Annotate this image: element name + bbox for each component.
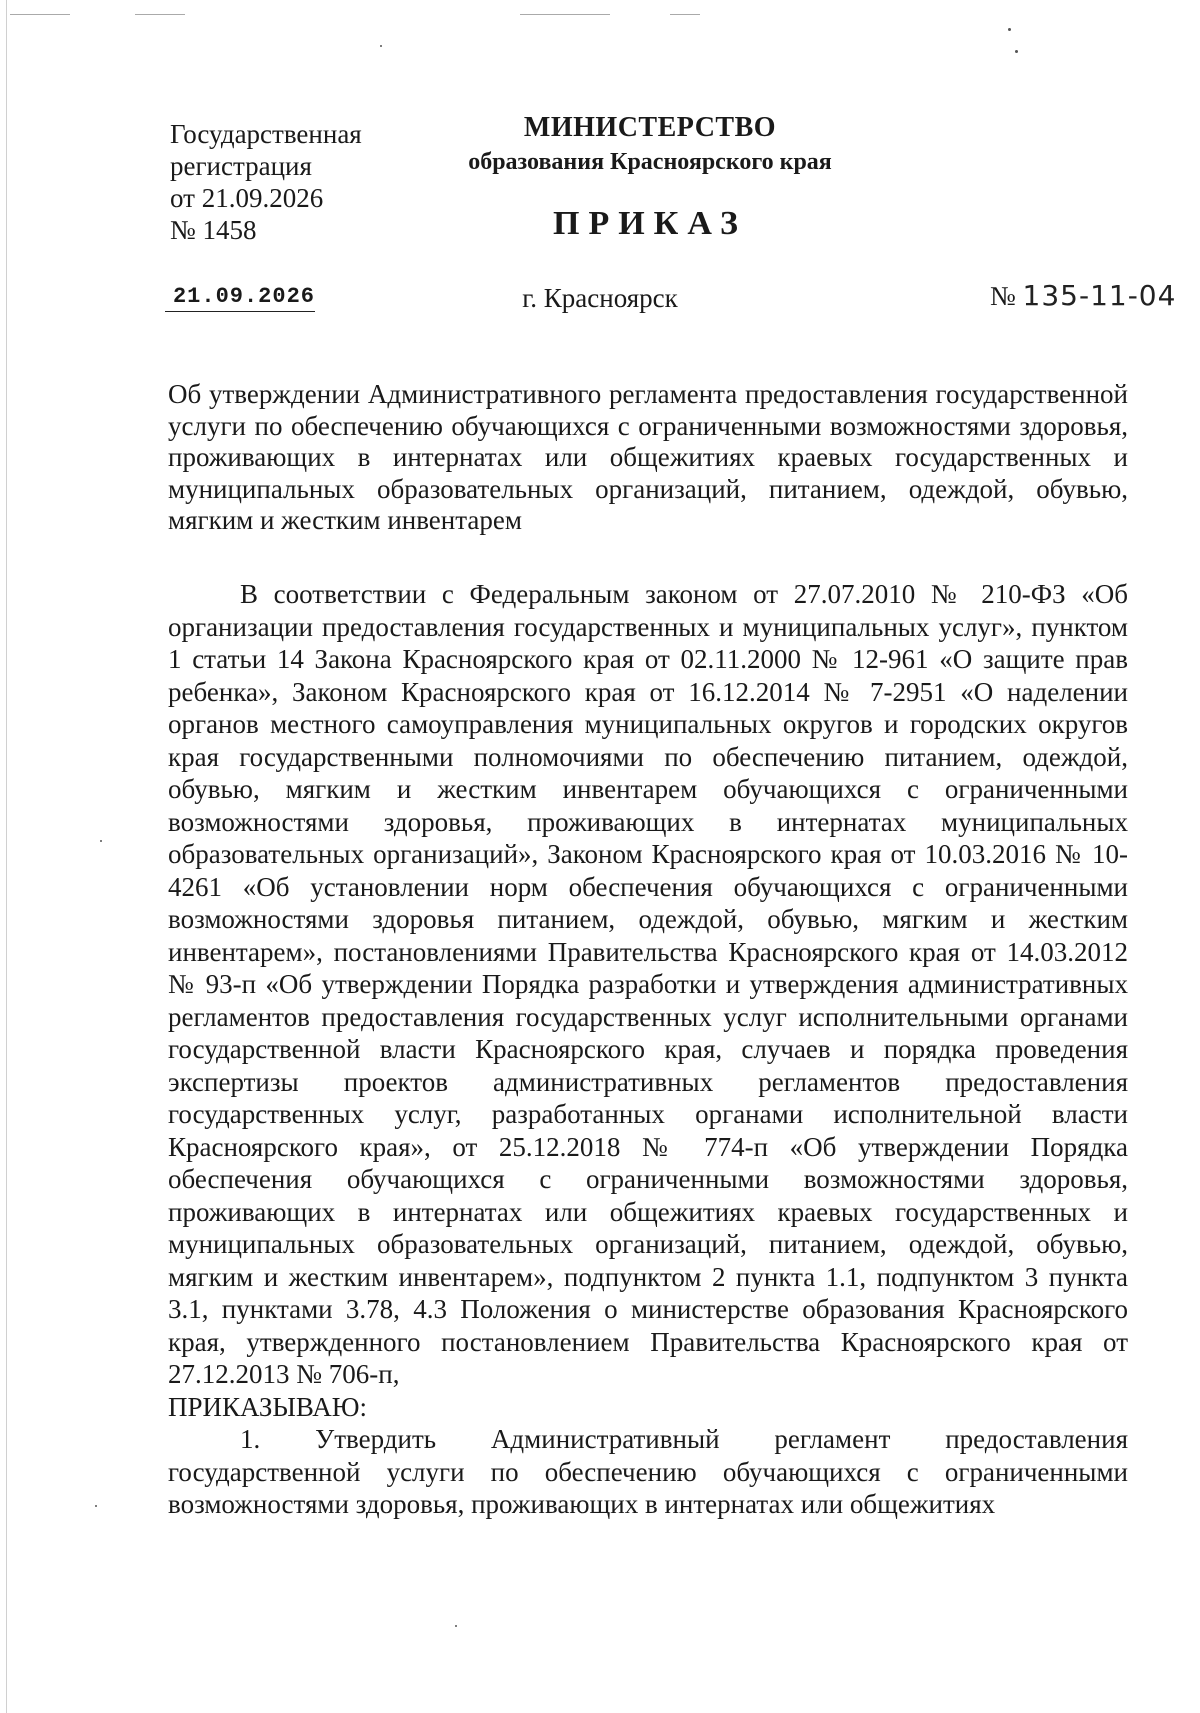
scan-edge-line bbox=[6, 0, 7, 1713]
scan-speck bbox=[1008, 28, 1011, 31]
city: г. Красноярск bbox=[522, 283, 678, 313]
scan-dash-top bbox=[670, 14, 700, 15]
scan-speck bbox=[95, 1505, 97, 1507]
order-number-handwritten: 135-11-04 bbox=[1022, 279, 1177, 312]
document-type-title: ПРИКАЗ bbox=[553, 205, 747, 242]
registration-date: от 21.09.2026 bbox=[170, 183, 324, 213]
ministry-header bbox=[380, 110, 920, 178]
order-body bbox=[168, 578, 1128, 1521]
scan-speck bbox=[455, 1625, 457, 1627]
registration-stamp bbox=[170, 118, 410, 246]
scan-speck bbox=[100, 840, 102, 842]
order-word: ПРИКАЗЫВАЮ: bbox=[168, 1391, 367, 1422]
order-item-1: 1. Утвердить Административный регламент предоставления государственной услуги по обеспечению обучающихся с ограниченными возможностями здоровья, проживающих в интернатах или общежитиях bbox=[168, 1424, 1128, 1519]
scan-dash-top bbox=[520, 14, 610, 15]
ministry-title: МИНИСТЕРСТВО bbox=[523, 112, 777, 143]
scan-dash-top bbox=[10, 14, 70, 15]
registration-number: № 1458 bbox=[170, 215, 257, 245]
preamble-paragraph: В соответствии с Федеральным законом от 27.07.2010 № 210-ФЗ «Об организации предоставления государственных и муниципальных услуг», пунктом 1 статьи 14 Закона Красноярского края от 02.11.2000 № 12-961 «О защите прав ребенка», Законом Красноярского края от 16.12.2014 № 7-2951 «О наделении органов местного самоуправления муниципальных округов и городских округов края государственными полномочиями по обеспечению питанием, одеждой, обувью, мягким и жестким инвентарем обучающихся с ограниченными возможностями здоровья, проживающих в интернатах муниципальных образовательных организаций», Законом Красноярского края от 10.03.2016 № 10-4261 «Об установлении норм обеспечения обучающихся с ограниченными возможностями здоровья питанием, одеждой, обувью, мягким и жестким инвентарем», постановлениями Правительства Красноярского края от 14.03.2012 № 93-п «Об утверждении Порядка разработки и утверждения административных регламентов предоставления государственных услуг исполнительными органами государственной власти Красноярского края, случаев и порядка проведения экспертизы проектов административных регламентов предоставления государственных услуг, разработанных органами исполнительной власти Красноярского края», от 25.12.2018 № 774-п «Об утверждении Порядка обеспечения обучающихся с ограниченными возможностями здоровья, проживающих в интернатах или общежитиях краевых государственных и муниципальных образовательных организаций, питанием, одеждой, обувью, мягким и жестким инвентарем», подпунктом 2 пункта 1.1, подпунктом 3 пункта 3.1, пунктами 3.78, 4.3 Положения о министерстве образования Красноярского края, утвержденного постановлением Правительства Красноярского края от 27.12.2013 № 706-п, bbox=[168, 579, 1128, 1389]
registration-line: Государственная bbox=[170, 119, 362, 149]
registration-line: регистрация bbox=[170, 151, 312, 181]
order-number bbox=[990, 280, 1180, 312]
order-subject: Об утверждении Административного регламента предоставления государственной услуги по обеспечению обучающихся с ограниченными возможностями здоровья, проживающих в интернатах или общежитиях краевых государственных и муниципальных образовательных организаций, питанием, одеждой, обувью, мягким и жестким инвентарем bbox=[168, 379, 1128, 536]
order-number-prefix: № bbox=[990, 281, 1016, 311]
scan-dash-top bbox=[135, 14, 185, 15]
scan-speck bbox=[1015, 50, 1018, 53]
ministry-subtitle: образования Красноярского края bbox=[468, 149, 832, 175]
scan-speck bbox=[380, 45, 382, 47]
order-date-stamp: 21.09.2026 bbox=[165, 283, 315, 312]
